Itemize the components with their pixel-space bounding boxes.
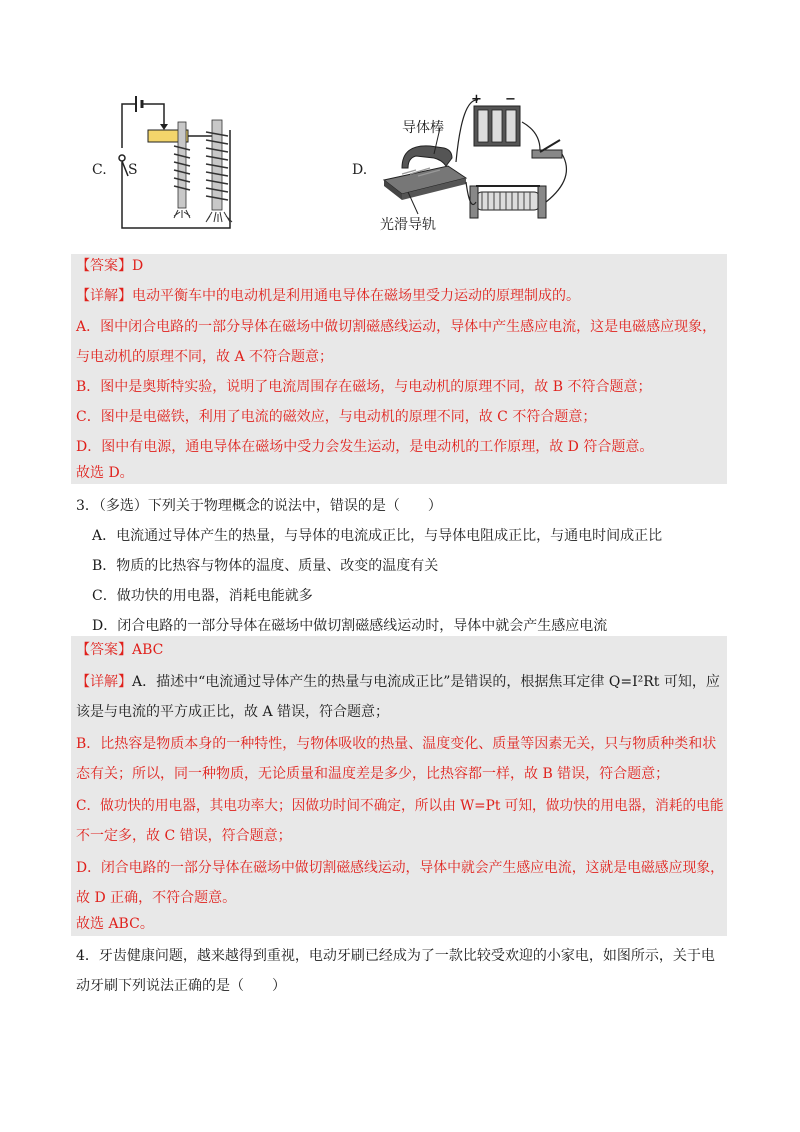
q3-conclusion: 故选 ABC。 bbox=[76, 916, 154, 932]
q3-option-b: B．物质的比热容与物体的温度、质量、改变的温度有关 bbox=[92, 558, 439, 574]
q3-option-c: C．做功快的用电器，消耗电能就多 bbox=[92, 588, 313, 604]
conductor-rod-label: 导体棒 bbox=[402, 120, 444, 136]
q3-option-a: A．电流通过导体产生的热量，与导体的电流成正比，与导体电阻成正比，与通电时间成正比 bbox=[92, 528, 663, 544]
q2-detail: 【详解】电动平衡车中的电动机是利用通电导体在磁场里受力运动的原理制成的。 bbox=[76, 288, 580, 304]
q3-analysis-b-line1: B．比热容是物质本身的一种特性，与物体吸收的热量、温度变化、质量等因素无关，只与物质种类和状 bbox=[76, 736, 717, 752]
q3-analysis-d-line2: 故 D 正确，不符合题意。 bbox=[76, 890, 237, 906]
q2-analysis-a-line1: A．图中闭合电路的一部分导体在磁场中做切割磁感线运动，导体中产生感应电流，这是电磁感应现象， bbox=[76, 319, 717, 335]
q3-analysis-b-line2: 态有关；所以，同一种物质，无论质量和温度差是多少，比热容都一样，故 B 错误，符合题意； bbox=[76, 766, 670, 782]
q2-analysis-d: D．图中有电源，通电导体在磁场中受力会发生运动，是电动机的工作原理，故 D 符合题意。 bbox=[76, 439, 654, 455]
battery-plus-sign: + bbox=[471, 92, 482, 107]
q2-answer: 【答案】D bbox=[76, 258, 144, 274]
q3-detail-tag: 【详解】 bbox=[76, 674, 132, 690]
q3-stem: 3．（多选）下列关于物理概念的说法中，错误的是（ ） bbox=[76, 498, 442, 514]
q3-detail-line2: 该是与电流的平方成正比，故 A 错误，符合题意； bbox=[76, 704, 390, 720]
q2-conclusion: 故选 D。 bbox=[76, 465, 134, 481]
q2-analysis-a-line2: 与电动机的原理不同，故 A 不符合题意； bbox=[76, 349, 334, 365]
q3-option-d: D．闭合电路的一部分导体在磁场中做切割磁感线运动时，导体中就会产生感应电流 bbox=[92, 618, 608, 634]
q3-analysis-d-line1: D．闭合电路的一部分导体在磁场中做切割磁感线运动，导体中就会产生感应电流，这就是电磁感应现象， bbox=[76, 860, 725, 876]
q3-analysis-c-line1: C．做功快的用电器，其电功率大；因做功时间不确定，所以由 W=Pt 可知，做功快的用电器，消耗的电能 bbox=[76, 798, 724, 814]
smooth-rail-label: 光滑导轨 bbox=[380, 217, 436, 233]
q2-analysis-b: B．图中是奥斯特实验，说明了电流周围存在磁场，与电动机的原理不同，故 B 不符合题意； bbox=[76, 379, 652, 395]
q4-stem-line2: 动牙刷下列说法正确的是（ ） bbox=[76, 978, 286, 994]
q3-detail-a-text: A．描述中“电流通过导体产生的热量与电流成正比”是错误的，根据焦耳定律 Q=I²Rt 可知，应 bbox=[132, 674, 720, 690]
q3-detail-line1 bbox=[76, 672, 720, 692]
q3-analysis-c-line2: 不一定多，故 C 错误，符合题意； bbox=[76, 828, 292, 844]
battery-minus-sign: − bbox=[505, 92, 516, 107]
q3-answer: 【答案】ABC bbox=[76, 642, 164, 658]
q4-stem-line1: 4．牙齿健康问题，越来越得到重视，电动牙刷已经成为了一款比较受欢迎的小家电，如图所示，关于电 bbox=[76, 948, 715, 964]
figure-c-label: C. bbox=[92, 162, 107, 178]
figure-d-label: D. bbox=[352, 162, 368, 178]
q2-analysis-c: C．图中是电磁铁，利用了电流的磁效应，与电动机的原理不同，故 C 不符合题意； bbox=[76, 409, 597, 425]
switch-label: S bbox=[128, 162, 138, 178]
